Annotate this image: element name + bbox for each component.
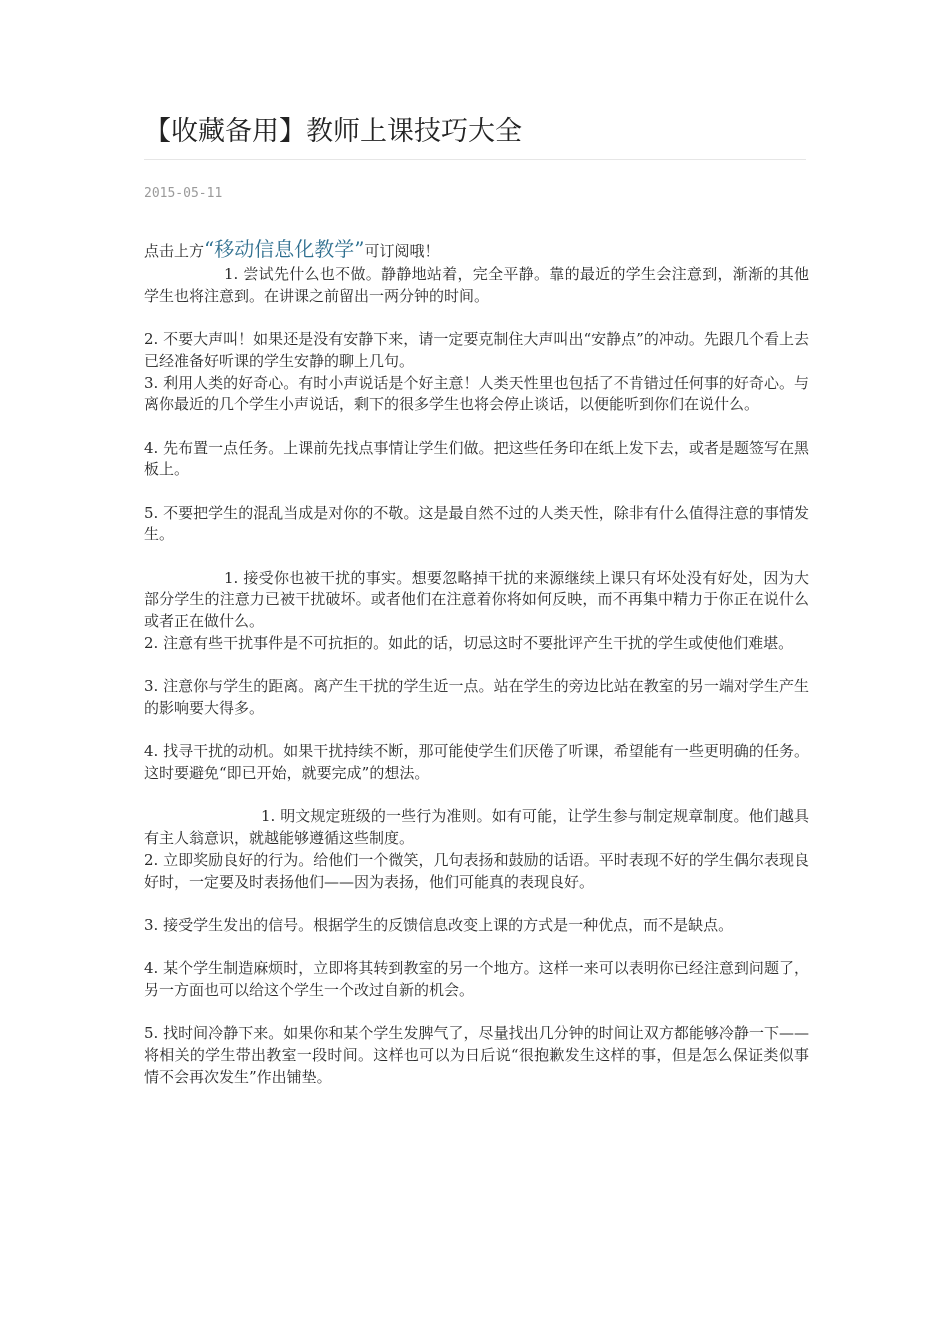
subscribe-brand-link[interactable]: “移动信息化教学” [204,237,365,261]
subscribe-line [144,236,809,264]
paragraph: 3. 注意你与学生的距离。离产生干扰的学生近一点。站在学生的旁边比站在教室的另一端对学生产生的影响要大得多。 [144,677,809,717]
subscribe-suffix: 可订阅哦！ [364,242,440,260]
subscribe-prefix: 点击上方 [144,242,205,260]
paragraph: 2. 不要大声叫！如果还是没有安静下来，请一定要克制住大声叫出“安静点”的冲动。先跟几个看上去已经准备好听课的学生安静的聊上几句。 [144,330,809,370]
paragraph-gap [144,1002,809,1024]
page-title: 【收藏备用】教师上课技巧大全 [144,116,522,147]
publish-date: 2015-05-11 [144,186,223,201]
paragraph: 4. 找寻干扰的动机。如果干扰持续不断，那可能使学生们厌倦了听课，希望能有一些更明确的任务。这时要避免“即已开始，就要完成”的想法。 [144,742,809,783]
paragraph-gap [144,893,809,915]
paragraph-gap [144,481,809,503]
paragraph: 2. 立即奖励良好的行为。给他们一个微笑，几句表扬和鼓励的话语。平时表现不好的学生偶尔表现良好时，一定要及时表扬他们——因为表扬，他们可能真的表现良好。 [144,850,809,891]
paragraph-gap [144,307,809,329]
paragraph: 3. 利用人类的好奇心。有时小声说话是个好主意！人类天性里也包括了不肯错过任何事的好奇心。与离你最近的几个学生小声说话，剩下的很多学生也将会停止谈话，以便能听到你们在说什么。 [144,373,809,414]
paragraph: 5. 不要把学生的混乱当成是对你的不敬。这是最自然不过的人类天性，除非有什么值得注意的事情发生。 [144,503,809,544]
paragraph: 1. 明文规定班级的一些行为准则。如有可能，让学生参与制定规章制度。他们越具有主人翁意识，就越能够遵循这些制度。 [144,807,809,848]
paragraph: 4. 某个学生制造麻烦时，立即将其转到教室的另一个地方。这样一来可以表明你已经注意到问题了，另一方面也可以给这个学生一个改过自新的机会。 [144,959,809,1000]
paragraph-gap [144,785,809,807]
paragraph-gap [144,546,809,568]
paragraph: 4. 先布置一点任务。上课前先找点事情让学生们做。把这些任务印在纸上发下去，或者是题签写在黑板上。 [144,438,809,479]
paragraph: 1. 接受你也被干扰的事实。想要忽略掉干扰的来源继续上课只有坏处没有好处，因为大部分学生的注意力已被干扰破坏。或者他们在注意着你将如何反映，而不再集中精力于你正在说什么或者正在做什么。 [144,568,809,631]
paragraph-gap [144,655,809,677]
paragraph: 2. 注意有些干扰事件是不可抗拒的。如此的话，切忌这时不要批评产生干扰的学生或使他们难堪。 [144,633,794,652]
paragraph-gap [144,416,809,438]
title-divider [144,159,806,160]
paragraph: 3. 接受学生发出的信号。根据学生的反馈信息改变上课的方式是一种优点，而不是缺点。 [144,915,734,934]
paragraph: 5. 找时间冷静下来。如果你和某个学生发脾气了，尽量找出几分钟的时间让双方都能够冷静一下——将相关的学生带出教室一段时间。这样也可以为日后说“很抱歉发生这样的事，但是怎么保证类似事情不会再次发生”作出铺垫。 [144,1024,809,1086]
article-body [144,236,809,1089]
paragraph-gap [144,720,809,742]
paragraph-gap [144,937,809,959]
paragraph: 1. 尝试先什么也不做。静静地站着，完全平静。靠的最近的学生会注意到，渐渐的其他学生也将注意到。在讲课之前留出一两分钟的时间。 [144,265,809,305]
